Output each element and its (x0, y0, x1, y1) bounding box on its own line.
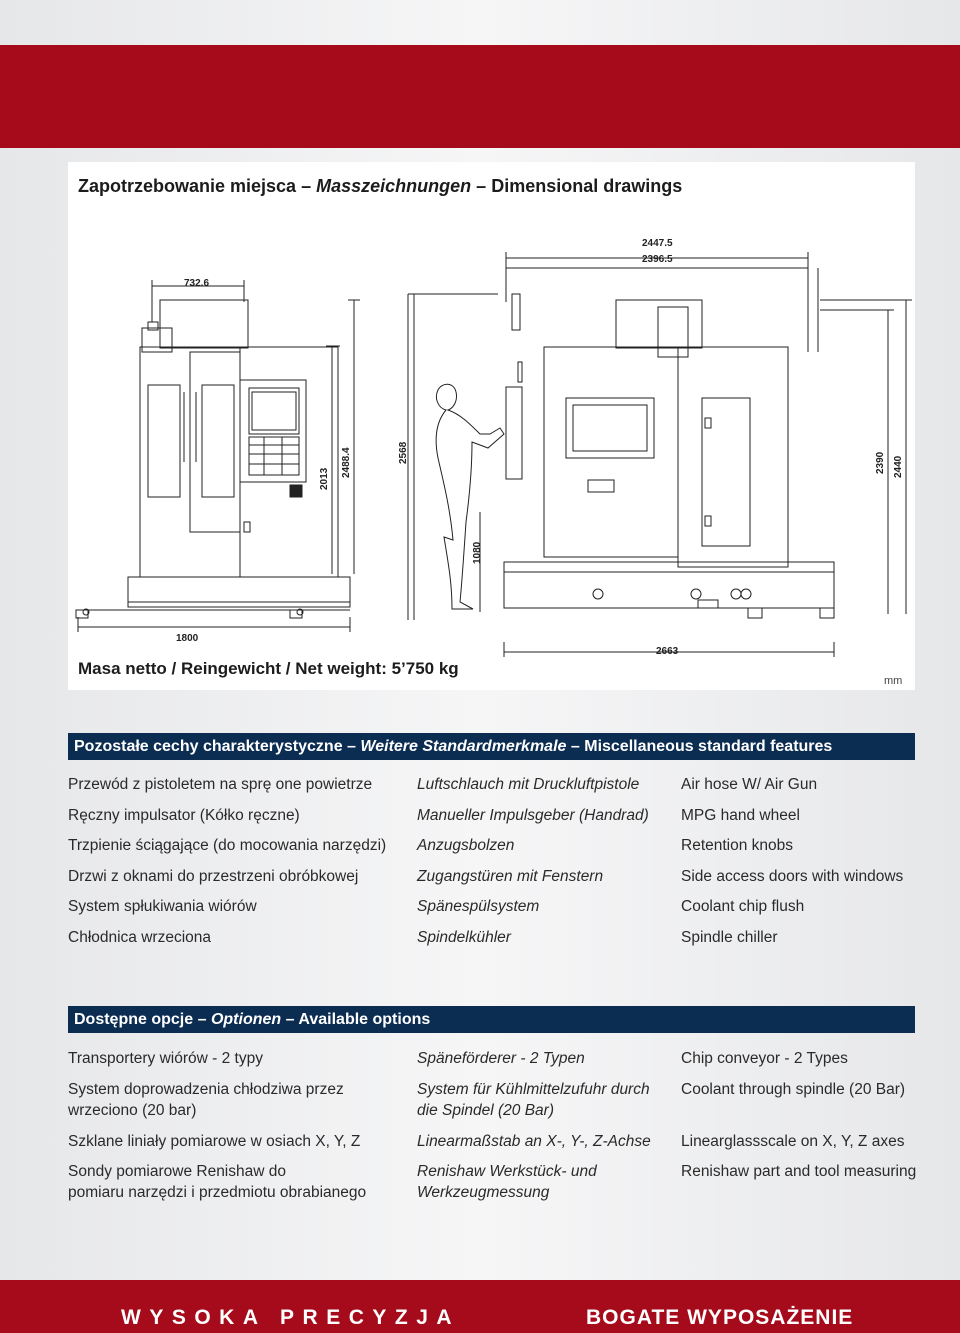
option-de-2: System für Kühlmittelzufuhr durch (417, 1081, 650, 1098)
drawing-title-pl: Zapotrzebowanie miejsca (78, 176, 297, 196)
feature-pl-5: System spłukiwania wiórów (68, 898, 257, 915)
footer-slogan-right: BOGATE WYPOSAŻENIE (586, 1306, 854, 1329)
spindle-head-top (160, 300, 248, 348)
option-en-4: Renishaw part and tool measuring (681, 1163, 917, 1180)
side-cabinet (678, 347, 788, 567)
options-title-de: Optionen (210, 1011, 282, 1028)
dim-2440: 2440 (893, 455, 904, 478)
option-pl-3: Szklane liniały pomiarowe w osiach X, Y, Z (68, 1133, 361, 1150)
option-pl-1: Transportery wiórów - 2 typy (68, 1050, 263, 1067)
dim-2663: 2663 (656, 646, 679, 657)
options-title-pl: Dostępne opcje (74, 1011, 194, 1028)
feature-de-2: Manueller Impulsgeber (Handrad) (417, 807, 649, 824)
dim-1800: 1800 (176, 633, 199, 644)
feature-de-1: Luftschlauch mit Druckluftpistole (417, 776, 640, 793)
features-title-en: Miscellaneous standard features (584, 738, 833, 755)
side-machine-body (544, 347, 678, 557)
feature-de-5: Spänespülsystem (417, 898, 540, 915)
feature-de-3: Anzugsbolzen (417, 837, 515, 854)
front-machine-body (140, 347, 338, 577)
front-right-door (190, 352, 240, 532)
feature-en-2: MPG hand wheel (681, 807, 800, 824)
features-section-heading (68, 733, 915, 760)
dim-2568: 2568 (398, 441, 409, 464)
option-pl-2-cont: wrzeciono (20 bar) (68, 1102, 197, 1119)
feature-pl-3: Trzpienie ściągające (do mocowania narzędzi) (68, 837, 387, 854)
feature-en-1: Air hose W/ Air Gun (681, 776, 818, 793)
options-title-en: Available options (298, 1011, 431, 1028)
dimensional-drawing (68, 162, 915, 690)
option-en-2: Coolant through spindle (20 Bar) (681, 1081, 906, 1098)
dim-2013: 2013 (319, 467, 330, 490)
feature-en-5: Coolant chip flush (681, 898, 805, 915)
option-pl-2: System doprowadzenia chłodziwa przez (68, 1081, 344, 1098)
title-dash: – (197, 1011, 207, 1028)
feature-pl-2: Ręczny impulsator (Kółko ręczne) (68, 807, 300, 824)
title-dash: – (301, 176, 312, 196)
dim-2390: 2390 (875, 451, 886, 474)
side-window (566, 398, 654, 458)
side-base (504, 562, 834, 608)
feature-pl-4: Drzwi z oknami do przestrzeni obróbkowej (68, 868, 359, 885)
option-en-3: Linearglassscale on X, Y, Z axes (681, 1133, 905, 1150)
drawing-title-en: Dimensional drawings (491, 176, 683, 196)
features-title-pl: Pozostałe cechy charakterystyczne (74, 738, 343, 755)
title-dash: – (570, 738, 580, 755)
dim-2396-5: 2396.5 (642, 254, 673, 265)
top-red-band (0, 45, 960, 148)
feature-de-4: Zugangstüren mit Fenstern (417, 868, 604, 885)
feature-en-3: Retention knobs (681, 837, 794, 854)
option-pl-4: Sondy pomiarowe Renishaw do (68, 1163, 286, 1180)
feature-pl-6: Chłodnica wrzeciona (68, 929, 212, 946)
options-section-heading (68, 1006, 915, 1033)
option-de-4-cont: Werkzeugmessung (417, 1184, 550, 1201)
control-screen (249, 388, 299, 434)
footer-slogan-left: WYSOKA PRECYZJA (121, 1306, 461, 1329)
option-de-3: Linearmaßstab an X-, Y-, Z-Achse (417, 1133, 651, 1150)
option-en-1: Chip conveyor - 2 Types (681, 1050, 848, 1067)
option-de-1: Späneförderer - 2 Typen (417, 1050, 585, 1067)
control-keypad (249, 437, 299, 475)
option-pl-4-cont: pomiaru narzędzi i przedmiotu obrabianego (68, 1184, 367, 1201)
feature-pl-1: Przewód z pistoletem na sprę one powietrze (68, 776, 373, 793)
door-window-right (202, 385, 234, 497)
feature-en-6: Spindle chiller (681, 929, 778, 946)
human-figure-outline (436, 384, 504, 609)
option-de-2-cont: die Spindel (20 Bar) (417, 1102, 554, 1119)
dim-1080: 1080 (472, 541, 483, 564)
title-dash: – (476, 176, 487, 196)
dim-2488-4: 2488.4 (341, 447, 352, 478)
door-window-left (148, 385, 180, 497)
features-title-de: Weitere Standardmerkmale (360, 738, 567, 755)
unit-label: mm (884, 675, 903, 687)
title-dash: – (347, 738, 356, 755)
title-dash: – (285, 1011, 295, 1028)
option-de-4: Renishaw Werkstück- und (417, 1163, 597, 1180)
cabinet-door (702, 398, 750, 546)
feature-de-6: Spindelkühler (417, 929, 511, 946)
drawing-title-de: Masszeichnungen (316, 176, 472, 196)
dim-732-6: 732.6 (184, 278, 210, 289)
net-weight: Masa netto / Reingewicht / Net weight: 5’750 kg (78, 659, 459, 678)
side-pendant (506, 387, 522, 479)
dim-2447-5: 2447.5 (642, 238, 673, 249)
feature-en-4: Side access doors with windows (681, 868, 904, 885)
